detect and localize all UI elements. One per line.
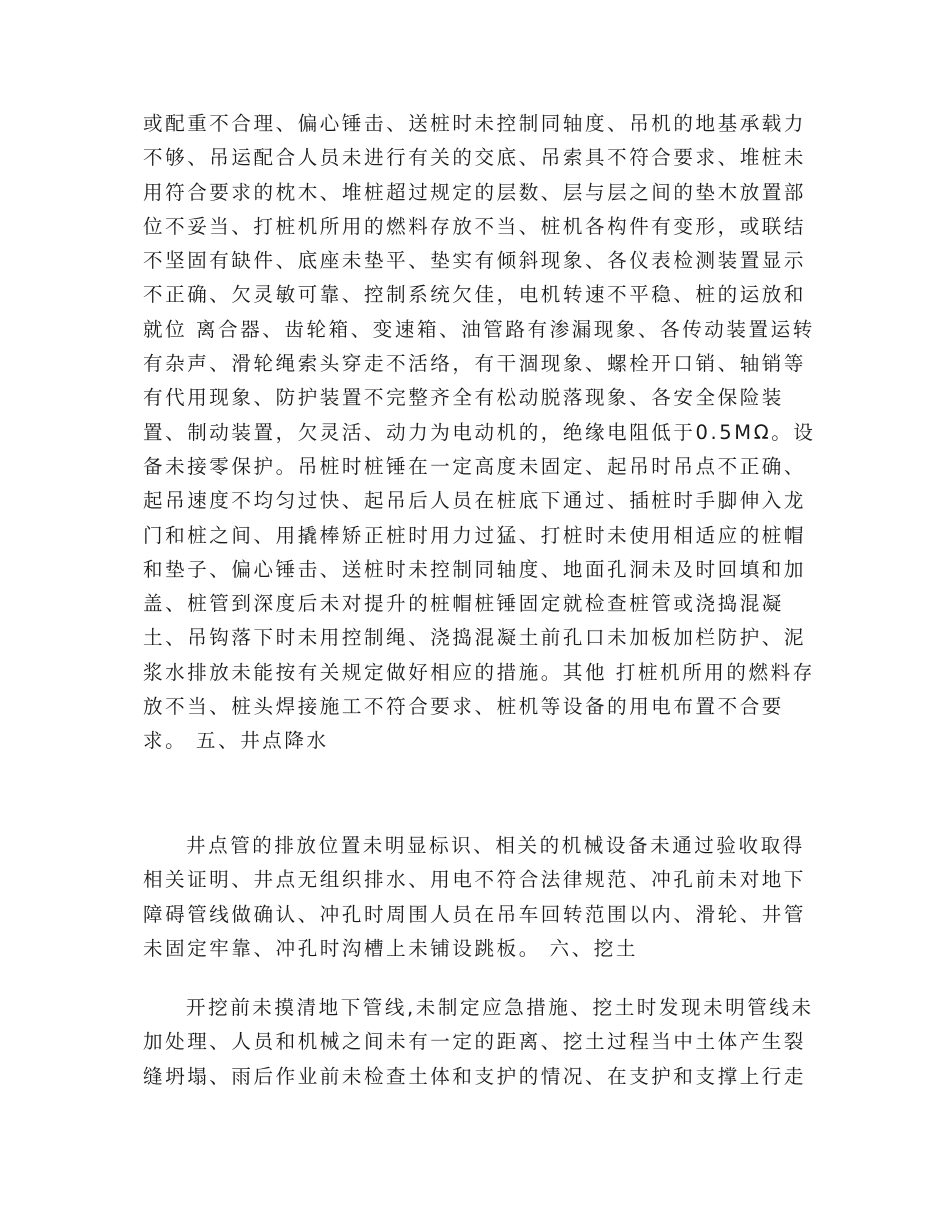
text-line: 或配重不合理、偏心锤击、送桩时未控制同轴度、吊机的地基承载力 — [143, 112, 807, 135]
text-line: 用符合要求的枕木、堆桩超过规定的层数、层与层之间的垫木放置部 — [143, 180, 807, 204]
text-line: 加处理、人员和机械之间未有一定的距离、挖土过程当中土体产生裂 — [143, 1030, 807, 1054]
text-line: 井点管的排放位置未明显标识、相关的机械设备未通过验收取得 — [186, 834, 805, 857]
text-line: 起吊速度不均匀过快、起吊后人员在桩底下通过、插桩时手脚伸入龙 — [143, 489, 807, 513]
text-line: 就位 离合器、齿轮箱、变速箱、油管路有渗漏现象、各传动装置运转 — [143, 317, 815, 341]
paragraph-pile-driving-hazards — [143, 107, 823, 759]
text-line: 未固定牢靠、冲孔时沟槽上未铺设跳板。 六、挖土 — [143, 936, 638, 960]
text-line: 不够、吊运配合人员未进行有关的交底、吊索具不符合要求、堆桩未 — [143, 146, 807, 170]
text-line: 有杂声、滑轮绳索头穿走不活络，有干涸现象、螺栓开口销、轴销等 — [143, 352, 807, 376]
text-line: 不坚固有缺件、底座未垫平、垫实有倾斜现象、各仪表检测装置显示 — [143, 249, 807, 273]
text-line: 求。 五、井点降水 — [143, 729, 329, 753]
text-line: 土、吊钩落下时未用控制绳、浇捣混凝土前孔口未加板加栏防护、泥 — [143, 626, 807, 650]
text-line: 浆水排放未能按有关规定做好相应的措施。其他 打桩机所用的燃料存 — [143, 660, 815, 684]
text-line: 放不当、桩头焊接施工不符合要求、桩机等设备的用电布置不合要 — [143, 695, 784, 719]
text-line: 相关证明、井点无组织排水、用电不符合法律规范、冲孔前未对地下 — [143, 868, 807, 892]
text-line: 开挖前未摸清地下管线,未制定应急措施、挖土时发现未明管线未 — [186, 996, 814, 1019]
text-line: 不正确、欠灵敏可靠、控制系统欠佳，电机转速不平稳、桩的运放和 — [143, 283, 807, 307]
text-line: 置、制动装置，欠灵活、动力为电动机的，绝缘电阻低于0.5MΩ。设 — [143, 420, 816, 444]
text-line: 有代用现象、防护装置不完整齐全有松动脱落现象、各安全保险装 — [143, 386, 784, 410]
text-line: 缝坍塌、雨后作业前未检查土体和支护的情况、在支护和支撑上行走 — [143, 1064, 807, 1088]
text-line: 障碍管线做确认、冲孔时周围人员在吊车回转范围以内、滑轮、井管 — [143, 902, 807, 926]
text-line: 盖、桩管到深度后未对提升的桩帽桩锤固定就检查桩管或浇捣混凝 — [143, 592, 784, 616]
text-line: 备未接零保护。吊桩时桩锤在一定高度未固定、起吊时吊点不正确、 — [143, 454, 807, 478]
text-line: 门和桩之间、用撬棒矫正桩时用力过猛、打桩时未使用相适应的桩帽 — [143, 523, 807, 547]
text-line: 位不妥当、打桩机所用的燃料存放不当、桩机各构件有变形，或联结 — [143, 214, 807, 238]
paragraph-well-point-dewatering — [143, 829, 823, 966]
paragraph-excavation — [143, 991, 823, 1094]
text-line: 和垫子、偏心锤击、送桩时未控制同轴度、地面孔洞未及时回填和加 — [143, 557, 807, 581]
